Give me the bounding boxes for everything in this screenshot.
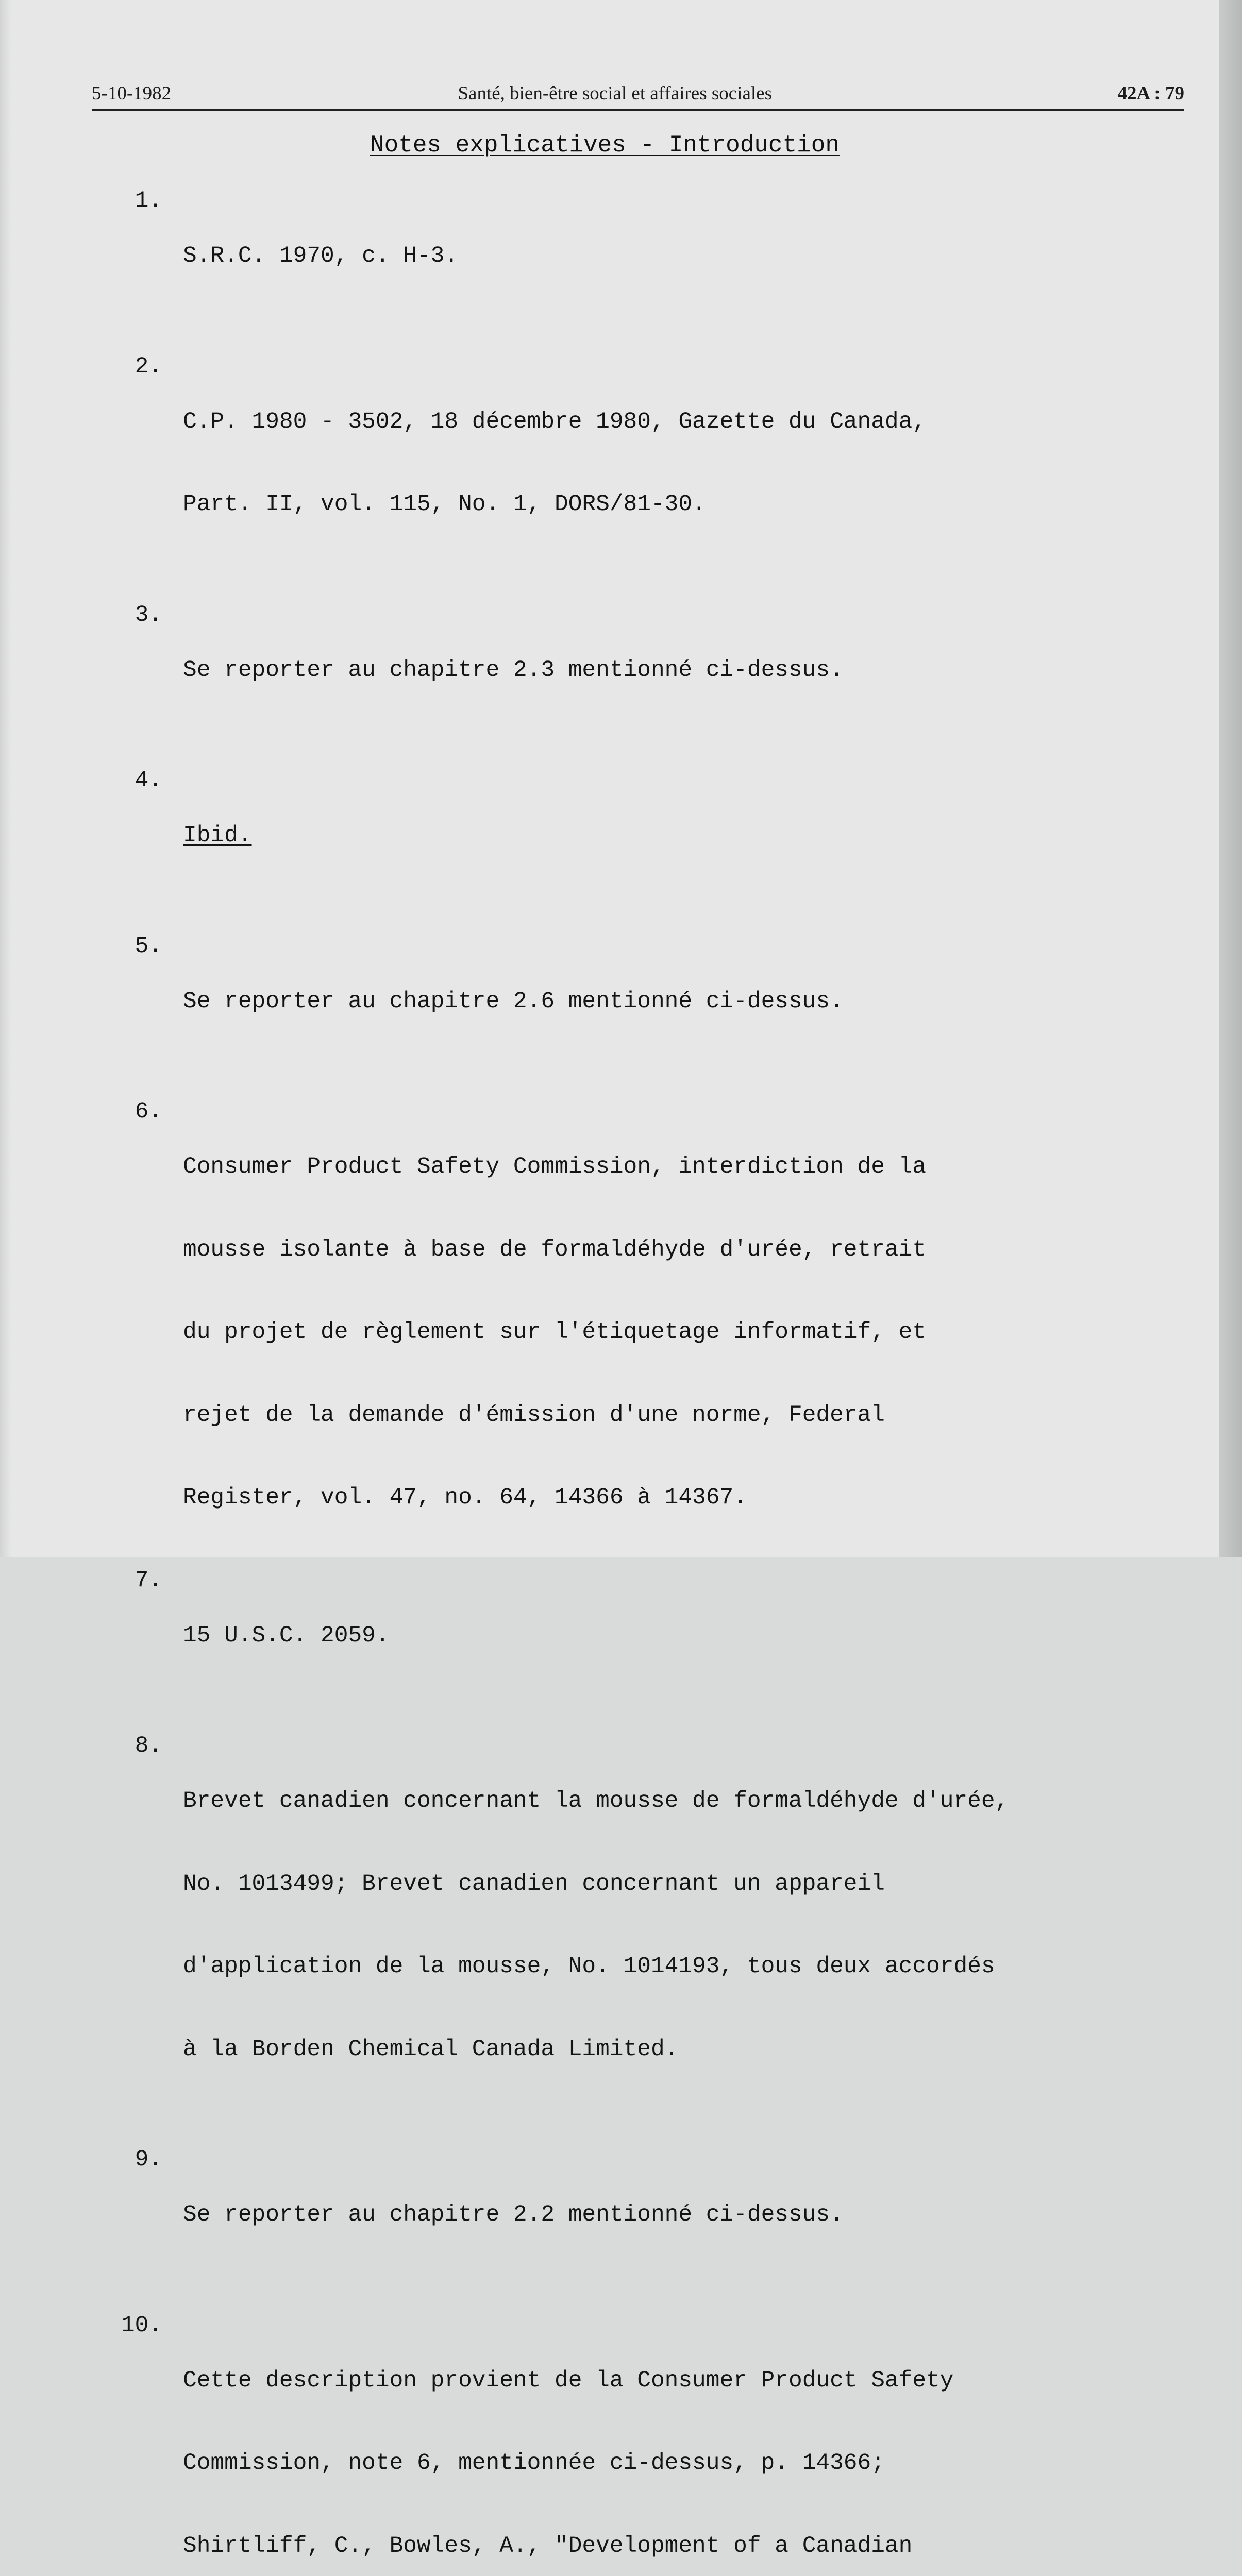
note-1 xyxy=(93,188,1196,326)
note-text xyxy=(162,602,1196,740)
note-text xyxy=(162,933,1196,1071)
section-title: Notes explicatives - Introduction xyxy=(370,132,840,159)
note-line: Se reporter au chapitre 2.6 mentionné ci-dessus. xyxy=(183,988,1196,1016)
note-line: Part. II, vol. 115, No. 1, DORS/81-30. xyxy=(183,491,1196,519)
header-date: 5-10-1982 xyxy=(92,82,171,105)
note-text xyxy=(162,1733,1196,2119)
note-line: Consumer Product Safety Commission, interdiction de la xyxy=(183,1154,1196,1181)
note-5 xyxy=(93,933,1196,1071)
note-text xyxy=(162,1567,1196,1705)
note-text xyxy=(162,188,1196,326)
note-text xyxy=(162,2312,1196,2576)
note-line: Cette description provient de la Consumer Product Safety xyxy=(183,2367,1196,2395)
note-number: 3. xyxy=(93,602,162,740)
note-line: du projet de règlement sur l'étiquetage informatif, et xyxy=(183,1319,1196,1347)
note-7 xyxy=(93,1567,1196,1705)
note-8 xyxy=(93,1733,1196,2119)
note-line: à la Borden Chemical Canada Limited. xyxy=(183,2036,1196,2064)
note-number: 10. xyxy=(93,2312,162,2576)
note-line: d'application de la mousse, No. 1014193, tous deux accordés xyxy=(183,1953,1196,1981)
header-rule xyxy=(92,109,1184,111)
header-page-number: 42A : 79 xyxy=(1118,82,1185,105)
note-text xyxy=(162,1098,1196,1567)
note-line: C.P. 1980 - 3502, 18 décembre 1980, Gazette du Canada, xyxy=(183,409,1196,436)
note-line: S.R.C. 1970, c. H-3. xyxy=(162,243,1196,270)
note-number: 5. xyxy=(93,933,162,1071)
notes-list xyxy=(93,188,1196,2576)
note-line: Shirtliff, C., Bowles, A., "Development of a Canadian xyxy=(183,2533,1196,2561)
note-number: 4. xyxy=(93,767,162,905)
note-10 xyxy=(93,2312,1196,2576)
note-number: 9. xyxy=(93,2146,162,2284)
note-3 xyxy=(93,602,1196,740)
note-text xyxy=(162,2146,1196,2284)
note-number: 1. xyxy=(93,188,162,326)
running-header xyxy=(92,82,1184,108)
note-line: Brevet canadien concernant la mousse de formaldéhyde d'urée, xyxy=(183,1788,1196,1816)
note-line: No. 1013499; Brevet canadien concernant un appareil xyxy=(183,1871,1196,1899)
note-line: Se reporter au chapitre 2.3 mentionné ci-dessus. xyxy=(183,657,1196,685)
note-text xyxy=(162,353,1196,574)
note-6 xyxy=(93,1098,1196,1567)
note-line xyxy=(183,822,1196,850)
note-number: 2. xyxy=(93,353,162,574)
note-line: 15 U.S.C. 2059. xyxy=(183,1622,1196,1650)
note-line: Se reporter au chapitre 2.2 mentionné ci-dessus. xyxy=(183,2201,1196,2229)
header-title: Santé, bien-être social et affaires sociales xyxy=(92,82,772,105)
page-left-edge xyxy=(0,0,11,1557)
note-number: 8. xyxy=(93,1733,162,2119)
note-line: mousse isolante à base de formaldéhyde d'urée, retrait xyxy=(183,1236,1196,1264)
note-text xyxy=(162,767,1196,905)
note-line: Register, vol. 47, no. 64, 14366 à 14367. xyxy=(183,1484,1196,1512)
note-number: 7. xyxy=(93,1567,162,1705)
note-line: rejet de la demande d'émission d'une norme, Federal xyxy=(183,1402,1196,1430)
note-number: 6. xyxy=(93,1098,162,1567)
note-4 xyxy=(93,767,1196,905)
ibid-reference: Ibid. xyxy=(183,823,252,849)
note-line: Commission, note 6, mentionnée ci-dessus, p. 14366; xyxy=(183,2450,1196,2478)
page-right-edge xyxy=(1219,0,1242,1557)
note-9 xyxy=(93,2146,1196,2284)
note-2 xyxy=(93,353,1196,574)
